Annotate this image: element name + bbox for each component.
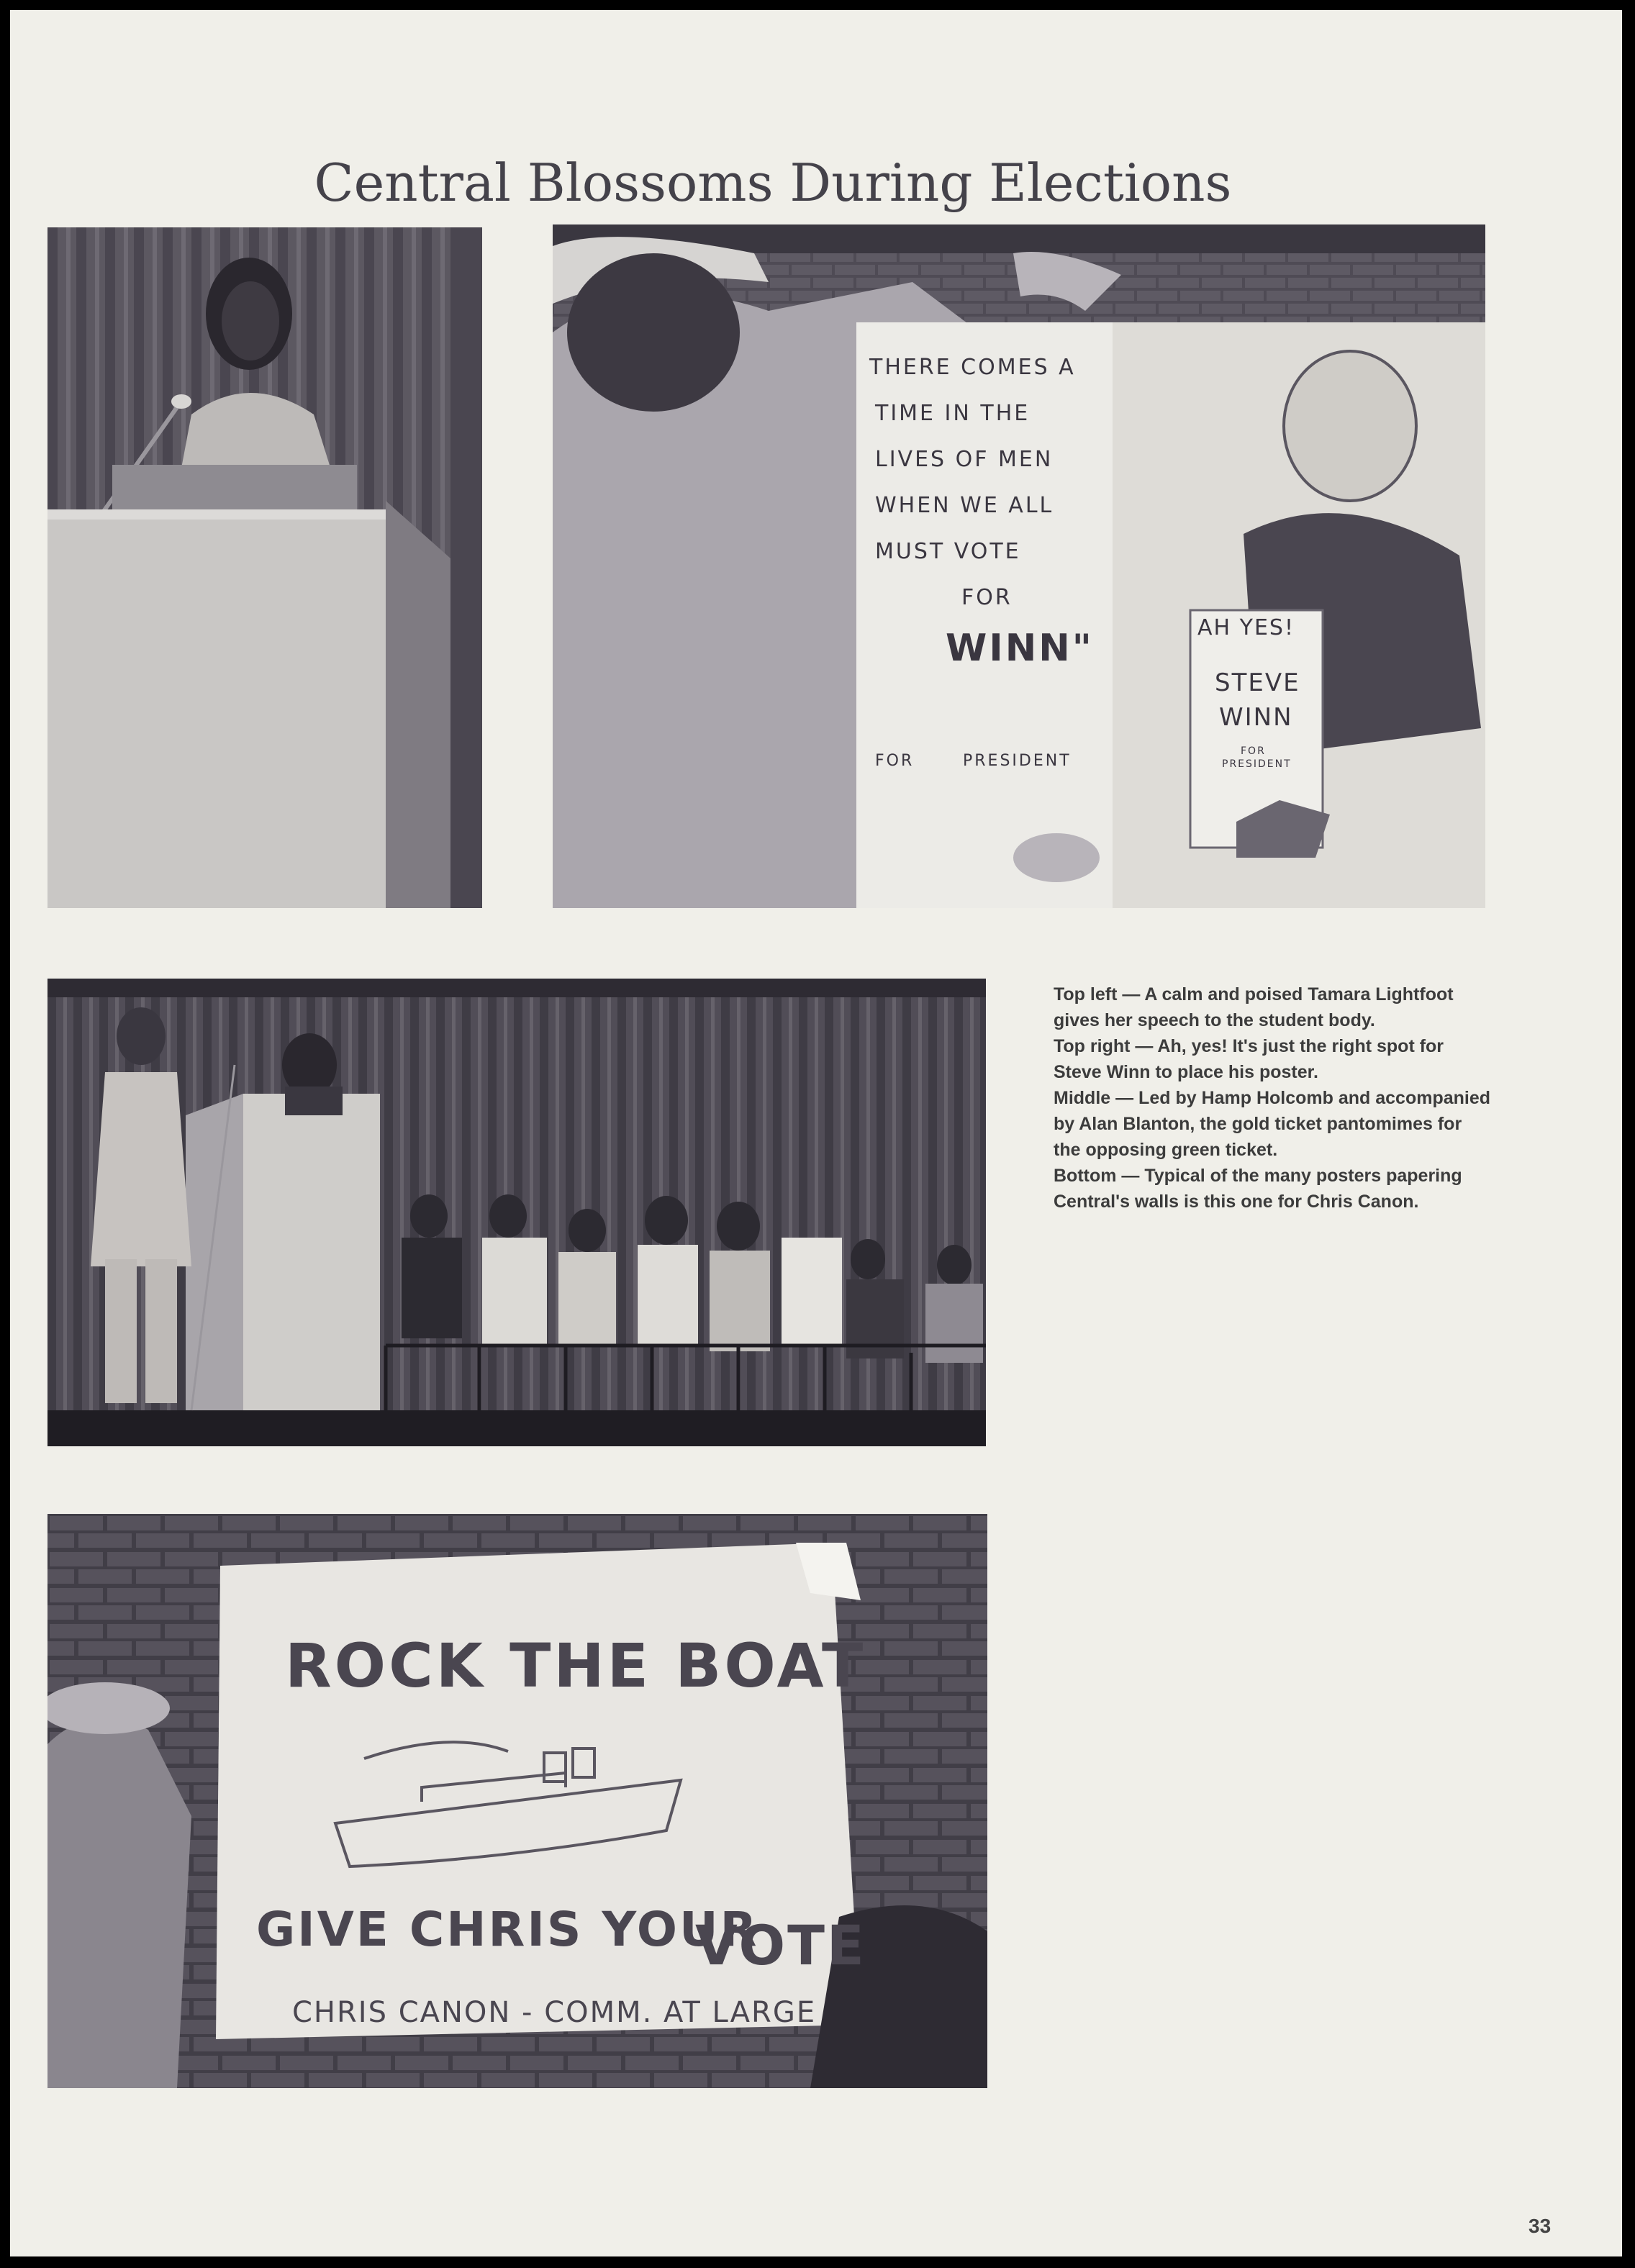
poster-line: WHEN WE ALL	[875, 493, 1054, 518]
poster-line: WINN"	[946, 627, 1094, 670]
poster-line: CHRIS CANON - COMM. AT LARGE	[292, 1996, 817, 2029]
poster-line: MUST VOTE	[875, 539, 1021, 564]
caption-middle: Middle — Led by Hamp Holcomb and accompanied by Alan Blanton, the gold ticket pantomimes for the opposing green ticket.	[1054, 1088, 1491, 1160]
poster-line: PRESIDENT	[963, 752, 1072, 770]
poster-line: GIVE CHRIS YOUR	[256, 1902, 759, 1957]
sign-line: WINN	[1219, 703, 1293, 732]
caption-top-left: Top left — A calm and poised Tamara Lightfoot gives her speech to the student body.	[1054, 984, 1454, 1030]
sign-line: FOR	[1241, 745, 1266, 757]
page-number: 33	[1528, 2215, 1552, 2237]
poster-line: TIME IN THE	[875, 401, 1031, 426]
photo-speaker-at-podium	[47, 227, 482, 908]
poster-line: THERE COMES A	[869, 355, 1076, 380]
photo-captions	[1054, 981, 1493, 1215]
caption-top-right: Top right — Ah, yes! It's just the right spot for Steve Winn to place his poster.	[1054, 1036, 1444, 1082]
poster-line: VOTE	[695, 1913, 866, 1977]
page-title: Central Blossoms During Elections	[314, 153, 1232, 213]
poster-line: LIVES OF MEN	[875, 447, 1054, 472]
caption-bottom: Bottom — Typical of the many posters papering Central's walls is this one for Chris Canon.	[1054, 1166, 1462, 1212]
sign-line: AH YES!	[1197, 615, 1295, 640]
photo-rock-the-boat-poster	[47, 1514, 987, 2088]
photo-stage-assembly	[47, 979, 986, 1446]
poster-line: FOR	[875, 752, 915, 770]
poster-line: FOR	[961, 585, 1013, 610]
sign-line: STEVE	[1215, 668, 1300, 697]
photo-winn-poster	[553, 224, 1485, 908]
yearbook-page	[10, 10, 1622, 2256]
sign-line: PRESIDENT	[1222, 758, 1292, 770]
poster-headline: ROCK THE BOAT	[285, 1630, 866, 1701]
